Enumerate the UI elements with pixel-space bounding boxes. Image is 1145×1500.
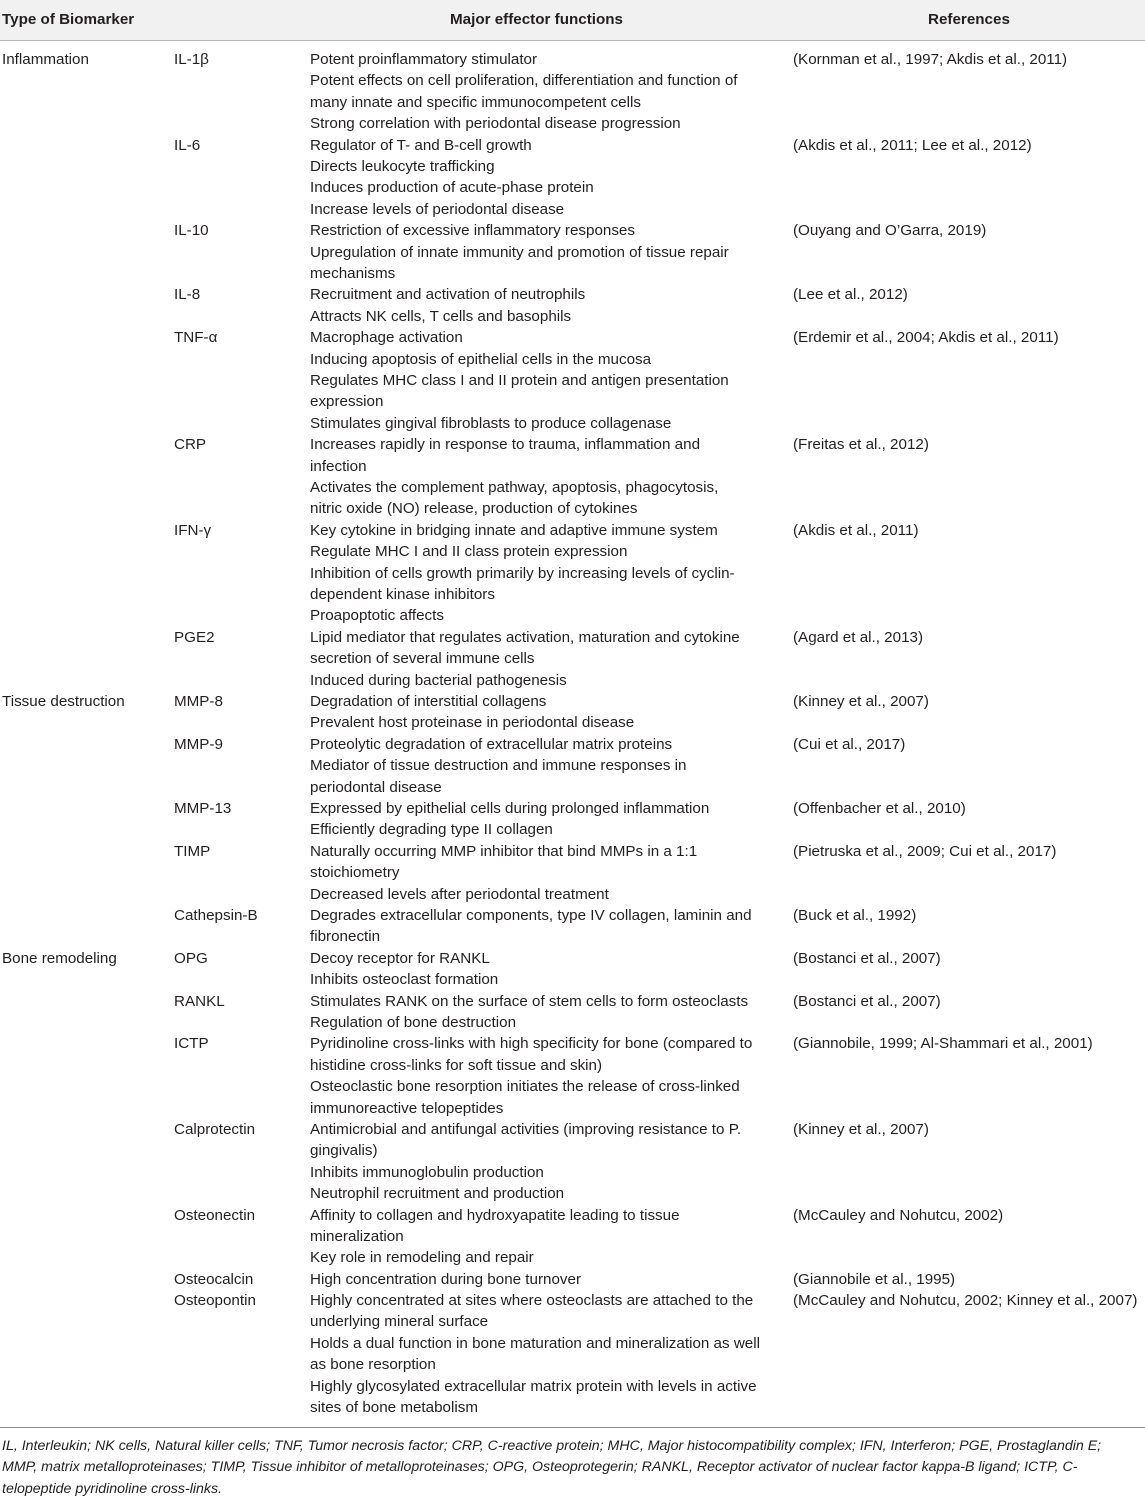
row-biomarker: TIMP xyxy=(174,842,211,860)
table-row xyxy=(0,627,1145,691)
function-line: Regulator of T- and B-cell growth xyxy=(310,136,532,154)
row-reference: (Giannobile et al., 1995) xyxy=(793,1270,956,1288)
row-reference: (Kinney et al., 2007) xyxy=(793,692,929,710)
row-functions xyxy=(310,734,687,798)
row-biomarker: CRP xyxy=(174,436,207,454)
row-biomarker: MMP-8 xyxy=(174,692,223,710)
row-reference: (Erdemir et al., 2004; Akdis et al., 2011) xyxy=(793,329,1059,347)
row-biomarker: IFN-γ xyxy=(174,521,212,539)
function-line: Key cytokine in bridging innate and adaptive immune system xyxy=(310,521,718,539)
function-line: Strong correlation with periodontal disease progression xyxy=(310,115,681,133)
function-line: Highly concentrated at sites where osteoclasts are attached to the xyxy=(310,1292,754,1310)
row-reference: (Bostanci et al., 2007) xyxy=(793,992,941,1010)
function-line: Proapoptotic affects xyxy=(310,607,444,625)
row-reference: (Buck et al., 1992) xyxy=(793,906,917,924)
table-row xyxy=(0,520,1145,627)
table-row xyxy=(0,841,1145,905)
function-line: Macrophage activation xyxy=(310,329,463,347)
table-row xyxy=(0,1205,1145,1269)
header-references: References xyxy=(928,11,1010,28)
row-reference: (Freitas et al., 2012) xyxy=(793,436,929,454)
function-line: Osteoclastic bone resorption initiates the release of cross-linked xyxy=(310,1078,740,1096)
row-functions xyxy=(310,520,735,627)
function-line: Inhibits immunoglobulin production xyxy=(310,1163,544,1181)
function-line: Decreased levels after periodontal treatment xyxy=(310,885,609,903)
function-line: Induced during bacterial pathogenesis xyxy=(310,671,567,689)
row-biomarker: IL-10 xyxy=(174,222,209,240)
table-row xyxy=(0,734,1145,798)
function-line: Restriction of excessive inflammatory responses xyxy=(310,222,635,240)
row-functions xyxy=(310,1290,760,1418)
row-reference: (Kornman et al., 1997; Akdis et al., 2011) xyxy=(793,51,1068,68)
function-line: nitric oxide (NO) release, production of cytokines xyxy=(310,500,638,518)
table-row xyxy=(0,49,1145,135)
table-row xyxy=(0,135,1145,221)
row-reference: (Kinney et al., 2007) xyxy=(793,1120,929,1138)
row-functions xyxy=(310,798,709,841)
function-line: Increase levels of periodontal disease xyxy=(310,200,565,218)
row-biomarker: MMP-9 xyxy=(174,735,223,753)
function-line: Increases rapidly in response to trauma, inflammation and xyxy=(310,436,701,454)
function-line: expression xyxy=(310,393,384,411)
row-biomarker: OPG xyxy=(174,949,208,967)
table-row xyxy=(0,1119,1145,1205)
function-line: periodontal disease xyxy=(310,778,442,796)
table-row xyxy=(0,948,1145,991)
function-line: Recruitment and activation of neutrophils xyxy=(310,286,586,304)
function-line: Mediator of tissue destruction and immune responses in xyxy=(310,757,687,775)
row-functions xyxy=(310,220,729,284)
function-line: histidine cross-links for soft tissue and skin) xyxy=(310,1056,603,1074)
function-line: mineralization xyxy=(310,1227,404,1245)
row-functions xyxy=(310,1119,741,1205)
row-biomarker: IL-1β xyxy=(174,51,209,68)
row-biomarker: RANKL xyxy=(174,992,225,1010)
table-body xyxy=(0,49,1145,1418)
function-line: Efficiently degrading type II collagen xyxy=(310,821,553,839)
row-biomarker: TNF-α xyxy=(174,329,218,347)
row-functions xyxy=(310,1033,752,1119)
function-line: Degradation of interstitial collagens xyxy=(310,692,547,710)
table-row xyxy=(0,284,1145,327)
row-reference: (Ouyang and O’Garra, 2019) xyxy=(793,222,987,240)
function-line: fibronectin xyxy=(310,928,381,946)
row-functions xyxy=(310,991,748,1034)
function-line: Stimulates gingival fibroblasts to produce collagenase xyxy=(310,414,672,432)
table-row xyxy=(0,220,1145,284)
row-reference: (Cui et al., 2017) xyxy=(793,735,906,753)
table-row xyxy=(0,434,1145,520)
function-line: Antimicrobial and antifungal activities (improving resistance to P. xyxy=(310,1120,742,1138)
row-functions xyxy=(310,948,498,991)
function-line: Prevalent host proteinase in periodontal disease xyxy=(310,714,635,732)
row-biomarker: MMP-13 xyxy=(174,799,232,817)
table-row xyxy=(0,1033,1145,1119)
header-functions: Major effector functions xyxy=(450,11,623,28)
row-type: Tissue destruction xyxy=(2,692,125,710)
function-line: Holds a dual function in bone maturation and mineralization as well xyxy=(310,1334,760,1352)
function-line: Key role in remodeling and repair xyxy=(310,1249,534,1267)
function-line: Attracts NK cells, T cells and basophils xyxy=(310,307,572,325)
function-line: Inhibition of cells growth primarily by increasing levels of cyclin- xyxy=(310,564,735,582)
row-type: Inflammation xyxy=(2,51,89,68)
row-functions xyxy=(310,691,634,734)
row-functions xyxy=(310,327,729,434)
row-biomarker: Calprotectin xyxy=(174,1120,256,1138)
table-row xyxy=(0,1269,1145,1290)
header-type: Type of Biomarker xyxy=(2,11,135,28)
row-reference: (Akdis et al., 2011; Lee et al., 2012) xyxy=(793,136,1032,154)
row-biomarker: PGE2 xyxy=(174,628,215,646)
function-line: sites of bone metabolism xyxy=(310,1399,478,1417)
function-line: Expressed by epithelial cells during prolonged inflammation xyxy=(310,799,710,817)
function-line: Highly glycosylated extracellular matrix protein with levels in active xyxy=(310,1377,757,1395)
function-line: immunoreactive telopeptides xyxy=(310,1099,504,1117)
function-line: Naturally occurring MMP inhibitor that bind MMPs in a 1:1 xyxy=(310,842,698,860)
function-line: many innate and specific immunocompetent cells xyxy=(310,93,641,111)
function-line: gingivalis) xyxy=(310,1142,378,1160)
function-line: Potent proinflammatory stimulator xyxy=(310,51,538,68)
function-line: underlying mineral surface xyxy=(310,1313,489,1331)
row-biomarker: Osteopontin xyxy=(174,1292,256,1310)
row-functions xyxy=(310,49,738,135)
row-functions xyxy=(310,434,718,520)
table-row xyxy=(0,327,1145,434)
row-reference: (McCauley and Nohutcu, 2002; Kinney et al., 2007) xyxy=(793,1292,1138,1310)
row-biomarker: Osteonectin xyxy=(174,1206,256,1224)
function-line: Inhibits osteoclast formation xyxy=(310,971,499,989)
row-biomarker: ICTP xyxy=(174,1035,209,1053)
row-biomarker: Cathepsin-B xyxy=(174,906,258,924)
function-line: stoichiometry xyxy=(310,864,400,882)
row-reference: (Akdis et al., 2011) xyxy=(793,521,919,539)
row-biomarker: Osteocalcin xyxy=(174,1270,254,1288)
row-biomarker: IL-6 xyxy=(174,136,201,154)
row-reference: (Agard et al., 2013) xyxy=(793,628,924,646)
row-functions xyxy=(310,627,740,691)
function-line: Activates the complement pathway, apoptosis, phagocytosis, xyxy=(310,478,719,496)
function-line: Neutrophil recruitment and production xyxy=(310,1185,565,1203)
row-reference: (Offenbacher et al., 2010) xyxy=(793,799,966,817)
row-reference: (McCauley and Nohutcu, 2002) xyxy=(793,1206,1004,1224)
function-line: Degrades extracellular components, type IV collagen, laminin and xyxy=(310,906,752,924)
table-row xyxy=(0,991,1145,1034)
row-functions xyxy=(310,284,585,327)
function-line: Regulate MHC I and II class protein expression xyxy=(310,543,628,561)
function-line: Lipid mediator that regulates activation, maturation and cytokine xyxy=(310,628,740,646)
table-row xyxy=(0,798,1145,841)
function-line: Regulates MHC class I and II protein and antigen presentation xyxy=(310,371,729,389)
function-line: Decoy receptor for RANKL xyxy=(310,949,490,967)
table-row xyxy=(0,691,1145,734)
function-line: Induces production of acute-phase protein xyxy=(310,179,594,197)
function-line: Stimulates RANK on the surface of stem cells to form osteoclasts xyxy=(310,992,749,1010)
function-line: secretion of several immune cells xyxy=(310,650,535,668)
function-line: Affinity to collagen and hydroxyapatite leading to tissue xyxy=(310,1206,680,1224)
row-reference: (Giannobile, 1999; Al-Shammari et al., 2001) xyxy=(793,1035,1093,1053)
function-line: Directs leukocyte trafficking xyxy=(310,158,495,175)
function-line: mechanisms xyxy=(310,265,396,282)
row-functions xyxy=(310,1269,581,1290)
row-reference: (Bostanci et al., 2007) xyxy=(793,949,941,967)
row-type: Bone remodeling xyxy=(2,949,117,967)
row-reference: (Pietruska et al., 2009; Cui et al., 2017) xyxy=(793,842,1057,860)
table-row xyxy=(0,905,1145,948)
row-reference: (Lee et al., 2012) xyxy=(793,286,908,304)
function-line: as bone resorption xyxy=(310,1356,436,1374)
row-functions xyxy=(310,1205,680,1269)
table-header xyxy=(0,0,1145,41)
function-line: Proteolytic degradation of extracellular matrix proteins xyxy=(310,735,673,753)
function-line: infection xyxy=(310,457,367,475)
function-line: Upregulation of innate immunity and promotion of tissue repair xyxy=(310,243,729,261)
function-line: dependent kinase inhibitors xyxy=(310,585,495,603)
function-line: Inducing apoptosis of epithelial cells in the mucosa xyxy=(310,350,652,368)
row-functions xyxy=(310,135,594,221)
function-line: Pyridinoline cross-links with high specificity for bone (compared to xyxy=(310,1035,753,1053)
row-functions xyxy=(310,905,752,948)
row-biomarker: IL-8 xyxy=(174,286,201,304)
function-line: High concentration during bone turnover xyxy=(310,1270,582,1288)
row-functions xyxy=(310,841,697,905)
function-line: Potent effects on cell proliferation, differentiation and function of xyxy=(310,72,738,90)
table-bottom-rule xyxy=(0,1427,1145,1428)
table-footnote: IL, Interleukin; NK cells, Natural killer cells; TNF, Tumor necrosis factor; CRP, C-reactive protein; MHC, Major histocompatibility complex; IFN, Interferon; PGE, Prostaglandin E; MMP, matrix metalloproteinases; TIMP, Tissue inhibitor of metalloproteinases; OPG, Osteoprotegerin; RANKL, Receptor activator of nuclear factor kappa-B ligand; ICTP, C-telopeptide pyridinoline cross-links. xyxy=(2,1438,1102,1497)
function-line: Regulation of bone destruction xyxy=(310,1013,517,1031)
table-row xyxy=(0,1290,1145,1418)
